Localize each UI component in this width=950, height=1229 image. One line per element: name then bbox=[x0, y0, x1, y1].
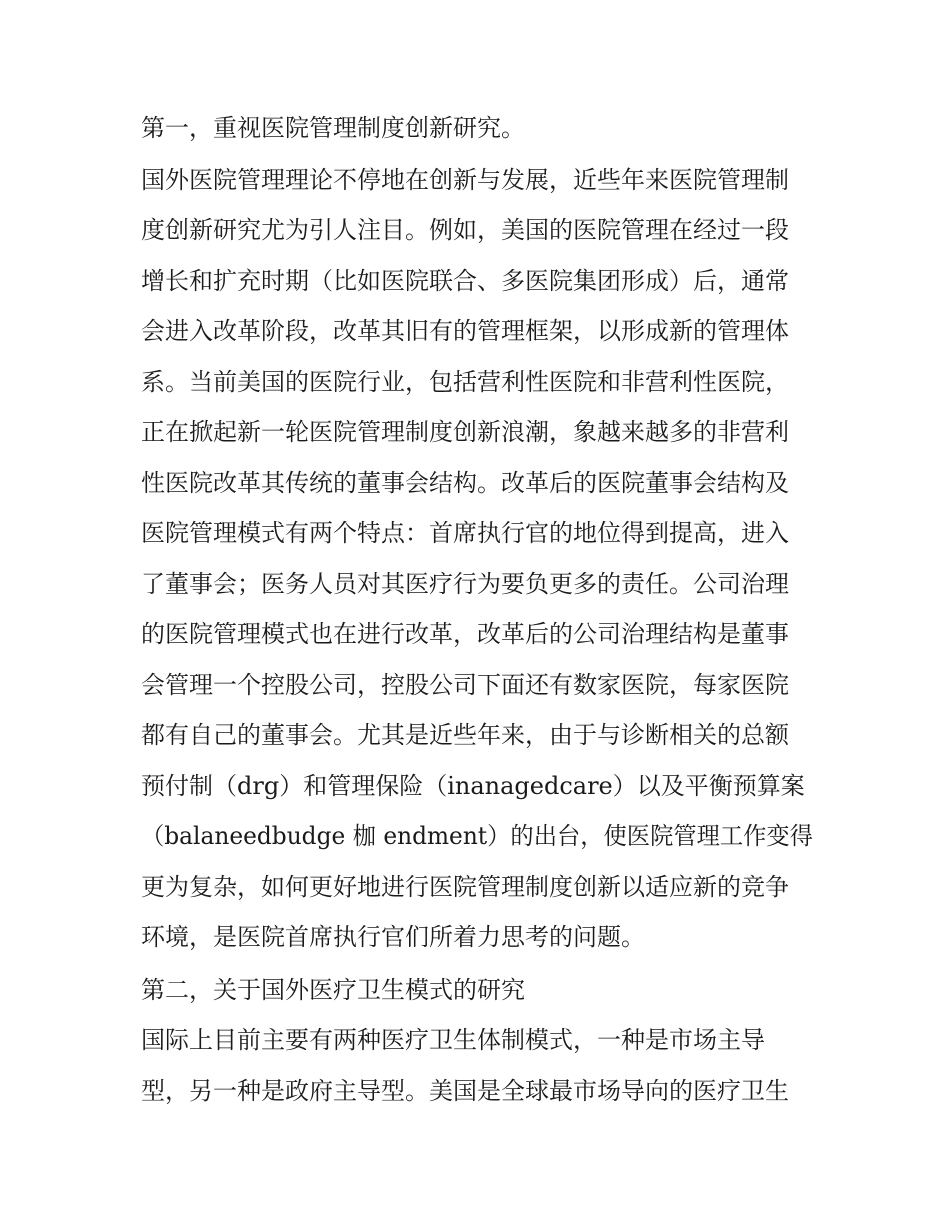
paragraph-line: 度创新研究尤为引人注目。例如，美国的医院管理在经过一段 bbox=[141, 216, 789, 244]
paragraph-line: 都有自己的董事会。尤其是近些年来，由于与诊断相关的总额 bbox=[141, 721, 789, 749]
paragraph-line: 会进入改革阶段，改革其旧有的管理框架，以形成新的管理体 bbox=[141, 317, 789, 345]
paragraph-line: 预付制（drg）和管理保险（inanagedcare）以及平衡预算案 bbox=[141, 772, 805, 800]
paragraph-line: 了董事会；医务人员对其医疗行为要负更多的责任。公司治理 bbox=[141, 570, 789, 598]
paragraph-line: （balaneedbudge 枷 endment）的出台，使医院管理工作变得 bbox=[141, 822, 813, 850]
paragraph-line: 正在掀起新一轮医院管理制度创新浪潮，象越来越多的非营利 bbox=[141, 418, 789, 446]
paragraph-line: 性医院改革其传统的董事会结构。改革后的医院董事会结构及 bbox=[141, 469, 789, 497]
paragraph-line: 国际上目前主要有两种医疗卫生体制模式，一种是市场主导 bbox=[141, 1026, 765, 1054]
paragraph-line: 国外医院管理理论不停地在创新与发展，近些年来医院管理制 bbox=[141, 166, 789, 194]
paragraph-line: 医院管理模式有两个特点：首席执行官的地位得到提高，进入 bbox=[141, 519, 789, 547]
paragraph-line: 增长和扩充时期（比如医院联合、多医院集团形成）后，通常 bbox=[141, 267, 789, 295]
paragraph-line: 型，另一种是政府主导型。美国是全球最市场导向的医疗卫生 bbox=[141, 1077, 789, 1105]
paragraph-line: 的医院管理模式也在进行改革，改革后的公司治理结构是董事 bbox=[141, 620, 789, 648]
paragraph-line: 系。当前美国的医院行业，包括营利性医院和非营利性医院， bbox=[141, 368, 789, 396]
paragraph-line: 环境，是医院首席执行官们所着力思考的问题。 bbox=[141, 923, 645, 951]
paragraph-line: 会管理一个控股公司，控股公司下面还有数家医院，每家医院 bbox=[141, 671, 789, 699]
section-heading-1: 第一，重视医院管理制度创新研究。 bbox=[141, 114, 525, 142]
section-heading-2: 第二，关于国外医疗卫生模式的研究 bbox=[141, 976, 525, 1004]
paragraph-line: 更为复杂，如何更好地进行医院管理制度创新以适应新的竞争 bbox=[141, 873, 789, 901]
